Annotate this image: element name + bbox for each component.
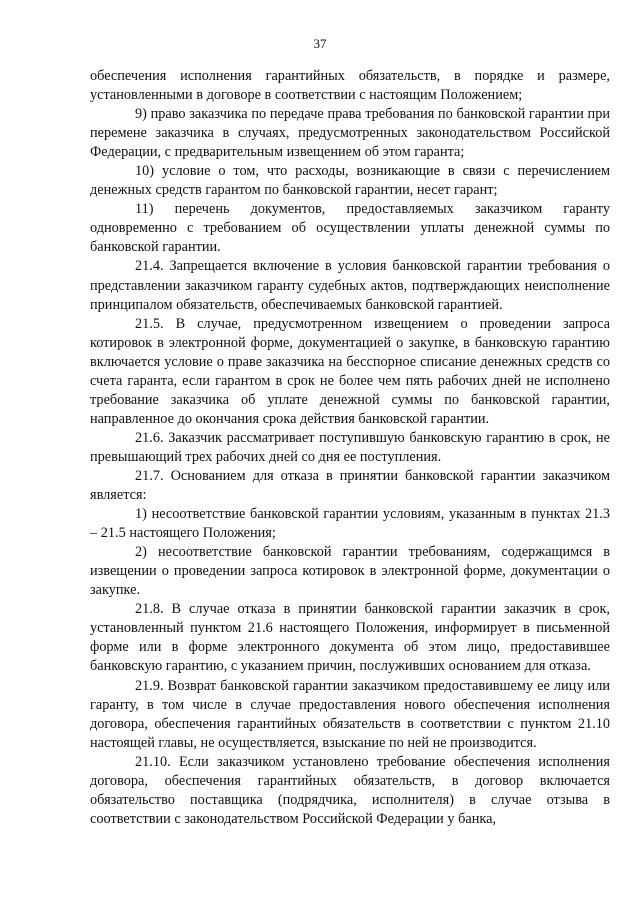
document-body [90,67,610,829]
page-number: 37 [313,36,327,51]
paragraph-item-11: 11) перечень документов, предоставляемых заказчиком гаранту одновременно с требованием об осуществлении уплаты денежной суммы по банковской гарантии. [90,201,610,256]
paragraph-21-7-item-1: 1) несоответствие банковской гарантии условиям, указанным в пунктах 21.3 – 21.5 настоящего Положения; [90,506,610,542]
paragraph-continuation: обеспечения исполнения гарантийных обязательств, в порядке и размере, установленными в договоре в соответствии с настоящим Положением; [90,68,610,104]
paragraph-21-7-item-2: 2) несоответствие банковской гарантии требованиям, содержащимся в извещении о проведении запроса котировок в электронной форме, документации о закупке. [90,544,610,599]
paragraph-21-10: 21.10. Если заказчиком установлено требование обеспечения исполнения договора, обеспечения гарантийных обязательств, в договор включается обязательство поставщика (подрядчика, исполнителя) в случае отзыва в соответствии с законодательством Российской Федерации у банка, [90,753,610,827]
paragraph-21-7: 21.7. Основанием для отказа в принятии банковской гарантии заказчиком является: [90,467,610,504]
paragraph-21-9: 21.9. Возврат банковской гарантии заказчиком предоставившему ее лицу или гаранту, в том числе в случае предоставления нового обеспечения исполнения договора, обеспечения гарантийных обязательств в соответствии с пунктом 21.10 настоящей главы, не осуществляется, взыскание по ней не производится. [90,677,610,751]
paragraph-21-6: 21.6. Заказчик рассматривает поступившую банковскую гарантию в срок, не превышающий трех рабочих дней со дня ее поступления. [90,429,610,465]
paragraph-item-9: 9) право заказчика по передаче права требования по банковской гарантии при перемене заказчика в случаях, предусмотренных законодательством Российской Федерации, с предварительным извещением об этом гаранта; [90,106,610,161]
paragraph-item-10: 10) условие о том, что расходы, возникающие в связи с перечислением денежных средств гарантом по банковской гарантии, несет гарант; [90,163,610,199]
paragraph-21-8: 21.8. В случае отказа в принятии банковской гарантии заказчик в срок, установленный пунктом 21.6 настоящего Положения, информирует в письменной форме или в форме электронного документа об этом лицо, предоставившее банковскую гарантию, с указанием причин, послуживших основанием для отказа. [90,601,610,675]
paragraph-21-4: 21.4. Запрещается включение в условия банковской гарантии требования о представлении заказчиком гаранту судебных актов, подтверждающих неисполнение принципалом обязательств, обеспечиваемых банковской гарантией. [90,258,610,313]
paragraph-21-5: 21.5. В случае, предусмотренном извещением о проведении запроса котировок в электронной форме, документацией о закупке, в банковскую гарантию включается условие о праве заказчика на бесспорное списание денежных средств со счета гаранта, если гарантом в срок не более чем пять рабочих дней не исполнено требование заказчика об уплате денежной суммы по банковской гарантии, направленное до окончания срока действия банковской гарантии. [90,315,610,427]
